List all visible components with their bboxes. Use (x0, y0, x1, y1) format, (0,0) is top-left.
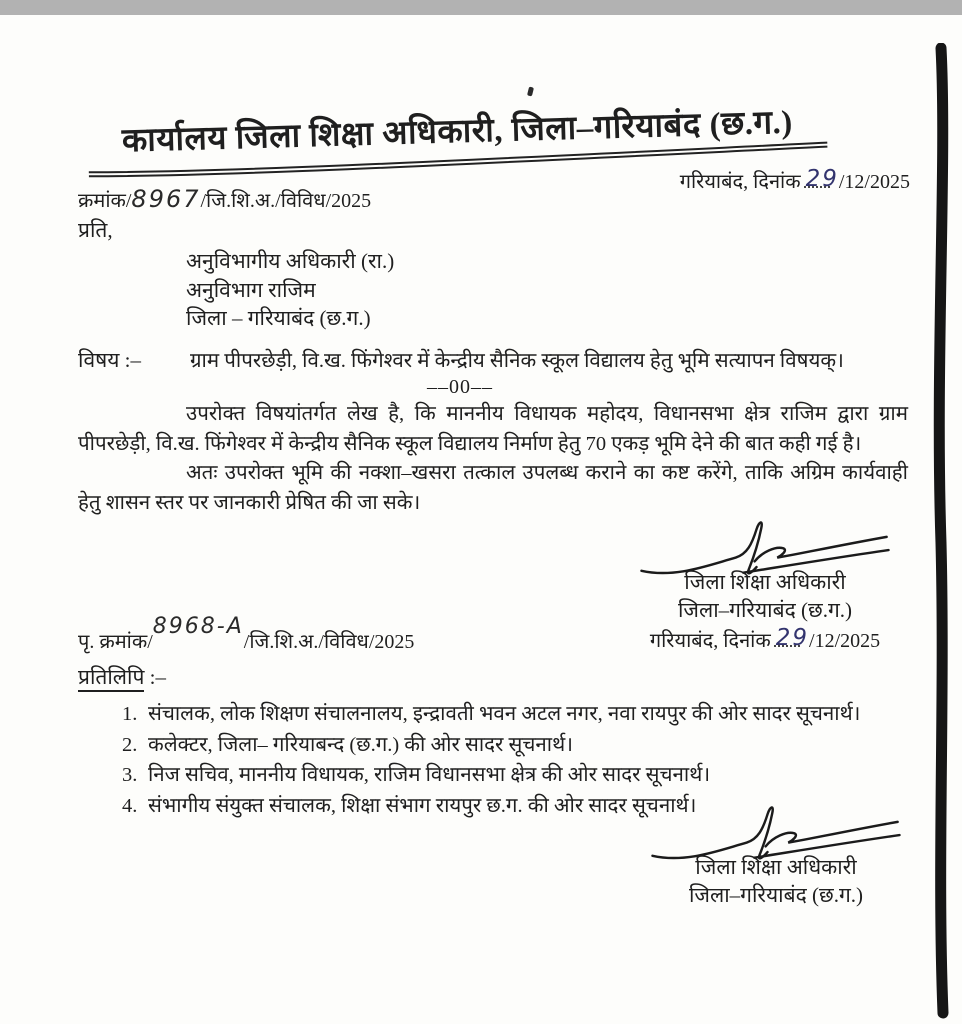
signature-block-top (608, 518, 922, 655)
body-paragraph-2: अतः उपरोक्त भूमि की नक्शा–खसरा तत्काल उपलब्ध कराने का कष्ट करेंगे, ताकि अग्रिम कार्यवाही हेतु शासन स्तर पर जानकारी प्रेषित की जा सके। (78, 462, 908, 514)
issue-date-day-handwritten: 29 (805, 166, 839, 192)
addressee-block (186, 247, 394, 333)
copy-item-text: कलेक्टर, जिला– गरियाबन्द (छ.ग.) की ओर सादर सूचनार्थ। (148, 733, 573, 756)
endorsement-prefix: पृ. क्रमांक/ (78, 631, 153, 653)
copy-item-index: 2. (122, 733, 138, 756)
signature-date-label: गरियाबंद, दिनांक (649, 630, 776, 652)
subject-text: ग्राम पीपरछेड़ी, वि.ख. फिंगेश्वर में केन्द्रीय सैनिक स्कूल विद्यालय हेतु भूमि सत्यापन विषयक्। (190, 350, 844, 372)
signatory-office: जिला–गरियाबंद (छ.ग.) (688, 883, 864, 907)
copy-item-index: 1. (122, 703, 138, 725)
copy-item-text: निज सचिव, माननीय विधायक, राजिम विधानसभा क्षेत्र की ओर सादर सूचनार्थ। (148, 764, 711, 786)
signatory-designation: जिला शिक्षा अधिकारी (684, 570, 846, 594)
signature-block-bottom (626, 803, 926, 909)
endorsement-number-handwritten: 8968-A (152, 614, 244, 639)
endorsement-suffix: /जि.शि.अ./विविध/2025 (243, 631, 415, 653)
letter-number-prefix: क्रमांक/ (78, 190, 132, 212)
signature-date-rest: /12/2025 (809, 630, 881, 652)
scan-speck (527, 87, 534, 97)
subject-label: विषय :– (78, 348, 142, 372)
addressee-line-1: अनुविभागीय अधिकारी (रा.) (186, 249, 395, 273)
addressee-line-2: अनुविभाग राजिम (186, 277, 316, 302)
page-title: कार्यालय जिला शिक्षा अधिकारी, जिला–गरियाबंद (छ.ग.) (121, 104, 794, 160)
copy-list-item (122, 760, 922, 791)
signature-date-day-handwritten: 29 (775, 625, 810, 651)
endorsement-number (78, 614, 415, 654)
letter-number-suffix: /जि.शि.अ./विविध/2025 (200, 190, 372, 212)
copy-list-item (122, 699, 922, 730)
copy-section-label (78, 663, 166, 691)
copy-item-index: 3. (122, 764, 138, 786)
addressee-line-3: जिला – गरियाबंद (छ.ग.) (186, 306, 371, 330)
letter-number (78, 185, 371, 213)
body-paragraph-1: उपरोक्त विषयांतर्गत लेख है, कि माननीय विधायक महोदय, विधानसभा क्षेत्र राजिम द्वारा ग्राम पीपरछेड़ी, वि.ख. फिंगेश्वर में केन्द्रीय सैनिक स्कूल विद्यालय निर्माण हेतु 70 एकड़ भूमि देने की बात कही गई है। (78, 403, 908, 455)
copy-item-text: संभागीय संयुक्त संचालक, शिक्षा संभाग रायपुर छ.ग. की ओर सादर सूचनार्थ। (148, 794, 697, 817)
signatory-designation: जिला शिक्षा अधिकारी (695, 855, 857, 879)
copy-label-text: प्रतिलिपि (78, 665, 144, 692)
issue-date-label: गरियाबंद, दिनांक (679, 171, 806, 193)
scanned-letter-page (0, 15, 962, 1024)
copy-label-colon: :– (144, 665, 166, 689)
page-edge-shadow (928, 43, 954, 1023)
subject-row (78, 346, 913, 374)
copy-list-item (122, 730, 922, 761)
signatory-office: जिला–गरियाबंद (छ.ग.) (677, 598, 853, 622)
copy-item-text: संचालक, लोक शिक्षण संचालनालय, इन्द्रावती भवन अटल नगर, नवा रायपुर की ओर सादर सूचनार्थ। (148, 703, 861, 725)
salutation: प्रति, (78, 218, 113, 242)
signature-date-line (608, 626, 922, 655)
separator: ––00–– (427, 376, 493, 398)
letter-number-handwritten: 8967 (131, 185, 201, 213)
issue-date-line (680, 167, 910, 194)
issue-date-rest: /12/2025 (838, 171, 910, 193)
letter-body (78, 400, 908, 518)
copy-item-index: 4. (122, 794, 138, 817)
